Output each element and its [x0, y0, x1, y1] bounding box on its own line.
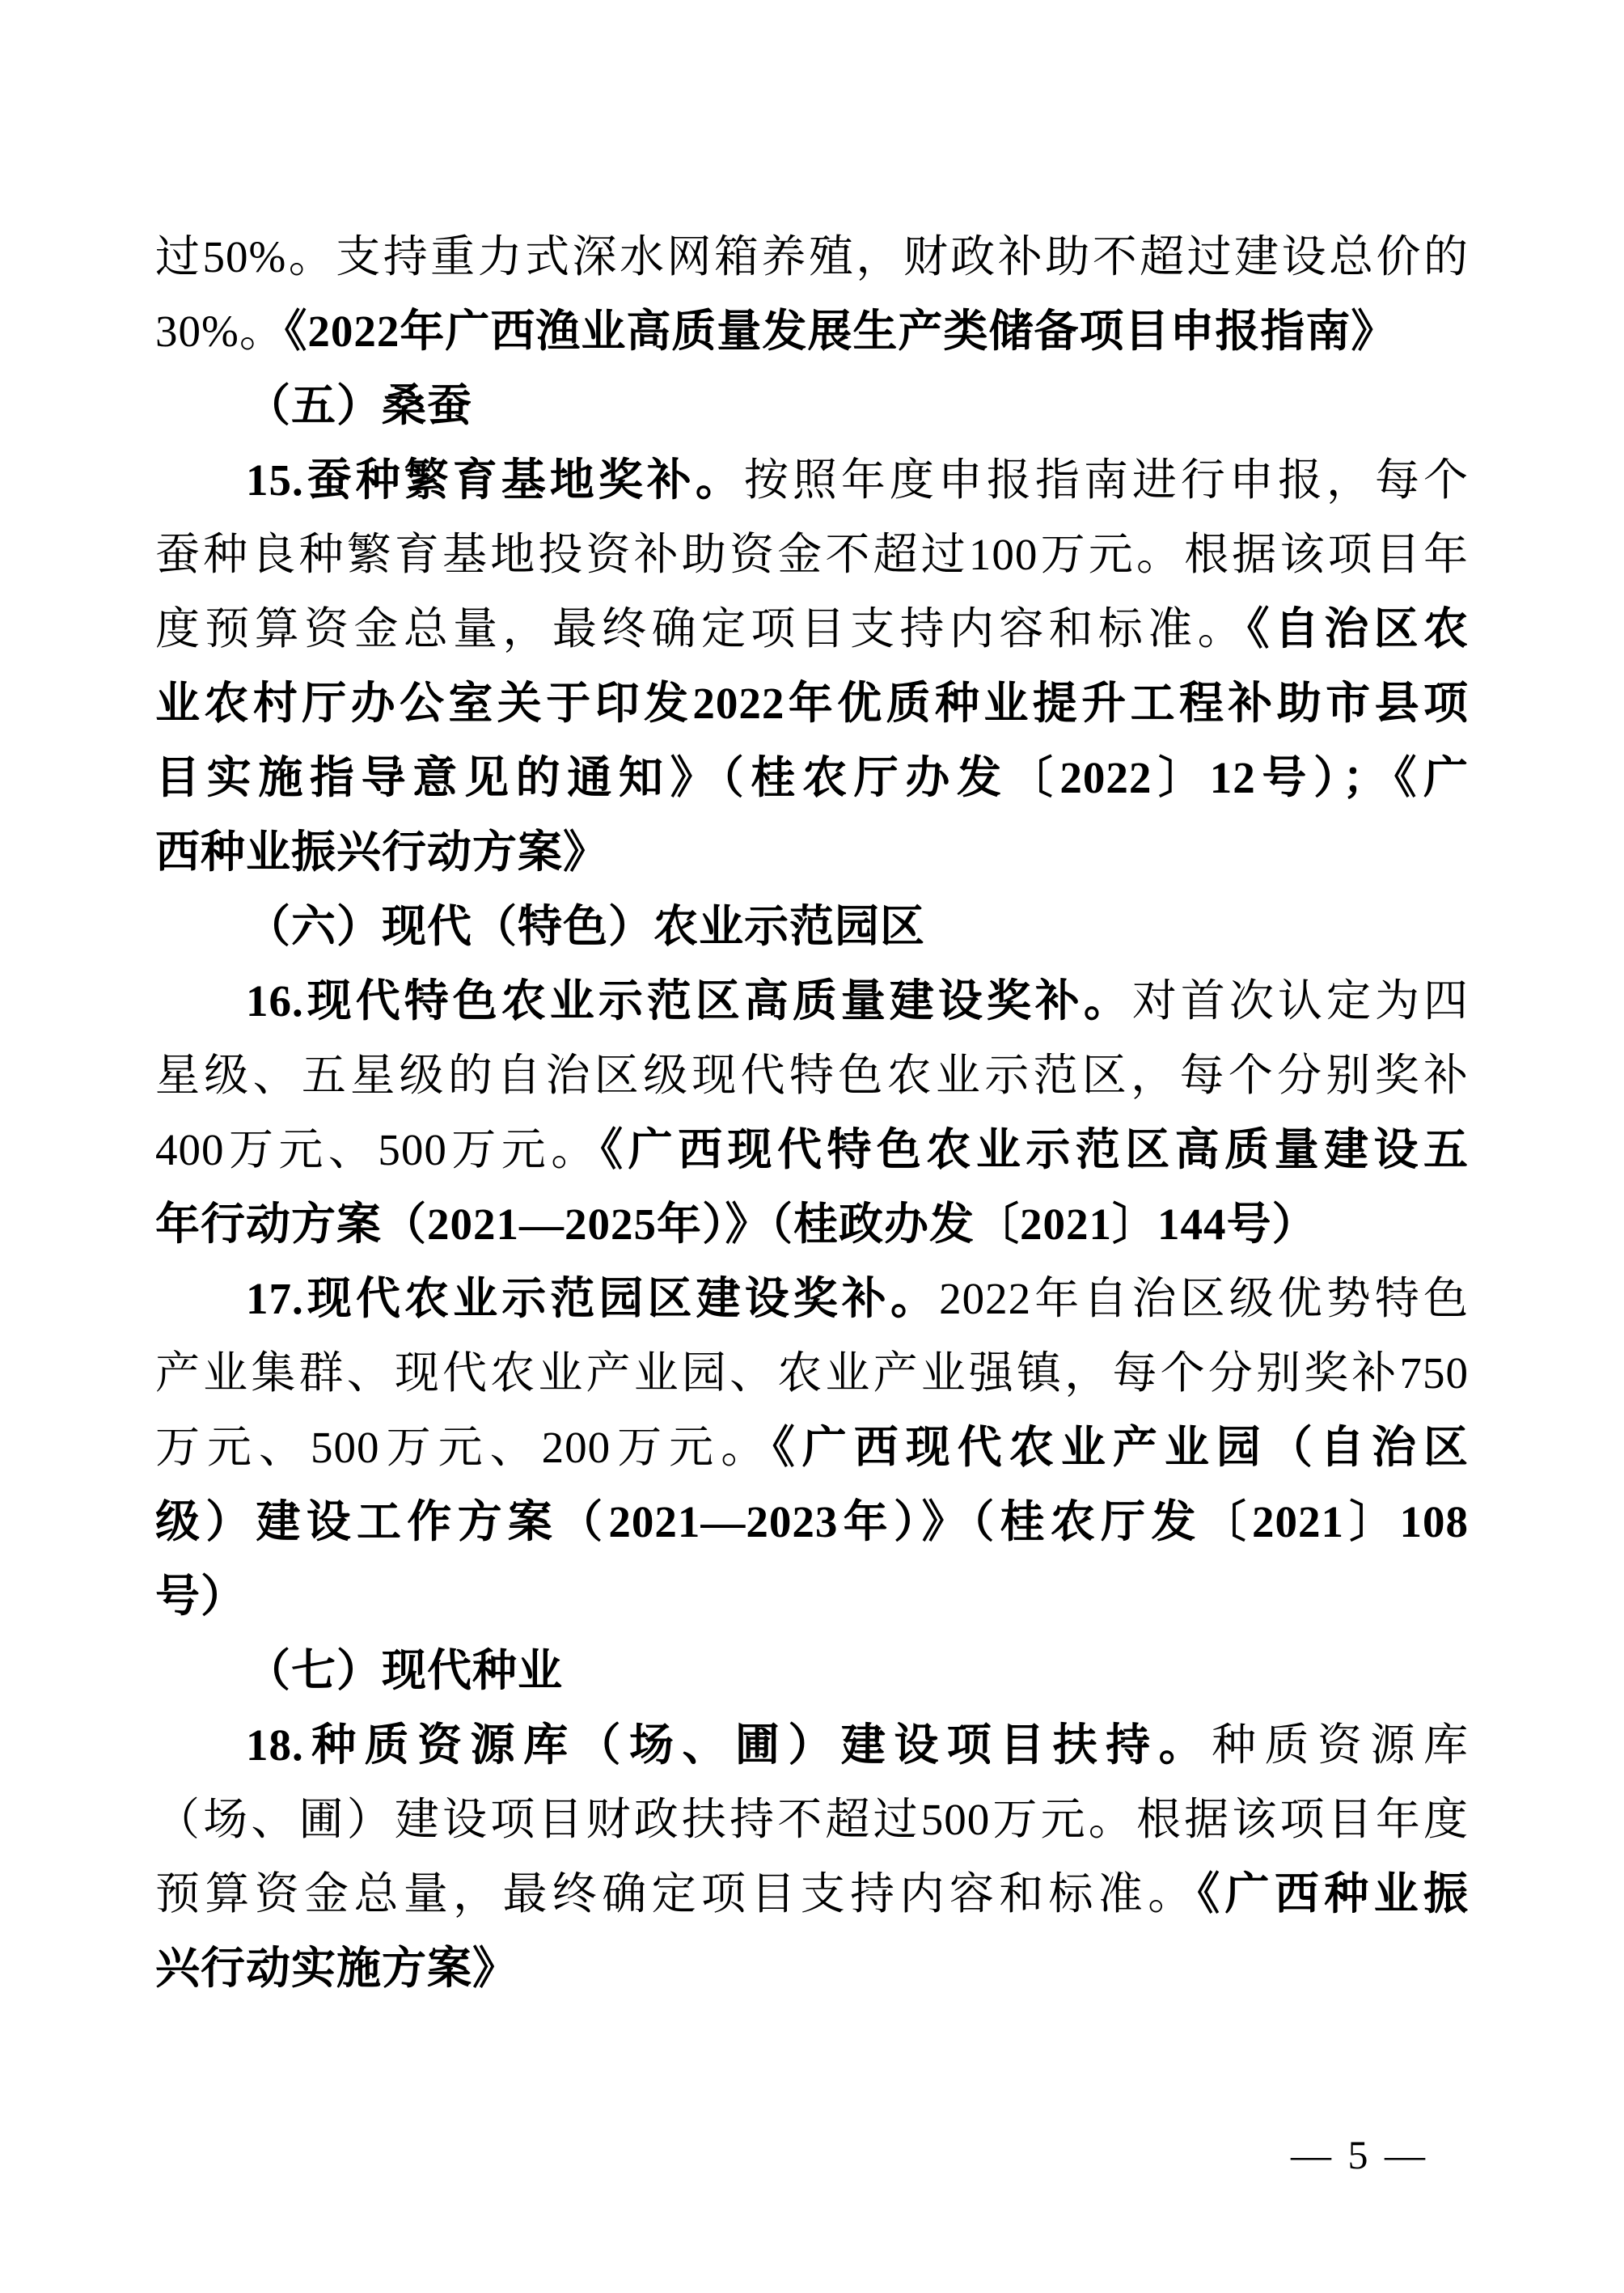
text-line — [155, 964, 1469, 1039]
text-line — [155, 1857, 1469, 1931]
text-line — [155, 1634, 1469, 1708]
text-line — [155, 1485, 1469, 1559]
text-run: 预算资金总量，最终确定项目支持内容和标准。 — [155, 1869, 1198, 1919]
text-run: 按照年度申报指南进行申报，每个 — [743, 455, 1469, 505]
bold-text-run: 西种业振兴行动方案》 — [155, 827, 609, 877]
text-line — [155, 518, 1469, 592]
text-run: 400万元、500万元。 — [155, 1125, 601, 1174]
bold-text-run: 《广西种业振 — [1197, 1869, 1469, 1919]
text-line — [155, 741, 1469, 815]
bold-text-run: （七）现代种业 — [246, 1646, 564, 1695]
bold-text-run: （六）现代（特色）农业示范园区 — [246, 902, 926, 951]
text-line — [155, 890, 1469, 964]
bold-text-run: 《广西现代特色农业示范区高质量建设五 — [600, 1125, 1469, 1174]
text-run: 对首次认定为四 — [1131, 976, 1469, 1026]
document-body — [155, 220, 1469, 2006]
text-run: 星级、五星级的自治区级现代特色农业示范区，每个分别奖补 — [155, 1051, 1469, 1100]
text-run: 产业集群、现代农业产业园、农业产业强镇，每个分别奖补750 — [155, 1348, 1469, 1398]
text-line — [155, 666, 1469, 741]
text-line — [155, 1336, 1469, 1411]
bold-text-run: 《2022年广西渔业高质量发展生产类储备项目申报指南》 — [284, 307, 1397, 356]
text-line — [155, 443, 1469, 518]
text-line — [155, 1039, 1469, 1113]
text-line — [155, 815, 1469, 890]
bold-text-run: 16.现代特色农业示范区高质量建设奖补。 — [246, 976, 1132, 1026]
bold-text-run: （五）桑蚕 — [246, 381, 473, 430]
text-line — [155, 592, 1469, 666]
bold-text-run: 级）建设工作方案（2021—2023年）》（桂农厅发〔2021〕108 — [155, 1497, 1469, 1546]
bold-text-run: 18.种质资源库（场、圃）建设项目扶持。 — [246, 1720, 1212, 1770]
text-line — [155, 1708, 1469, 1783]
text-line — [155, 294, 1469, 369]
text-line — [155, 1783, 1469, 1857]
bold-text-run: 年行动方案（2021—2025年）》（桂政办发〔2021〕144号） — [155, 1199, 1317, 1249]
text-line — [155, 1559, 1469, 1634]
text-run: 30%。 — [155, 307, 285, 356]
bold-text-run: 17.现代农业示范园区建设奖补。 — [246, 1274, 940, 1323]
text-run: 万元、500万元、200万元。 — [155, 1423, 773, 1472]
bold-text-run: 目实施指导意见的通知》（桂农厅办发〔2022〕12号）；《广 — [155, 753, 1469, 802]
text-run: 度预算资金总量，最终确定项目支持内容和标准。 — [155, 604, 1248, 654]
bold-text-run: 兴行动实施方案》 — [155, 1944, 518, 1993]
text-line — [155, 1931, 1469, 2006]
text-run: 蚕种良种繁育基地投资补助资金不超过100万元。根据该项目年 — [155, 530, 1469, 579]
bold-text-run: 15.蚕种繁育基地奖补。 — [246, 455, 744, 505]
bold-text-run: 号） — [155, 1572, 247, 1621]
text-line — [155, 220, 1469, 294]
page-number: — 5 — — [1291, 2132, 1428, 2177]
text-line — [155, 1113, 1469, 1187]
bold-text-run: 业农村厅办公室关于印发2022年优质种业提升工程补助市县项 — [155, 679, 1469, 728]
text-line — [155, 1262, 1469, 1336]
bold-text-run: 《自治区农 — [1247, 604, 1469, 654]
text-run: （场、圃）建设项目财政扶持不超过500万元。根据该项目年度 — [155, 1795, 1469, 1844]
text-run: 2022年自治区级优势特色 — [939, 1274, 1469, 1323]
text-run: 种质资源库 — [1212, 1720, 1469, 1770]
text-line — [155, 369, 1469, 443]
text-line — [155, 1411, 1469, 1485]
text-line — [155, 1187, 1469, 1262]
text-run: 过50%。支持重力式深水网箱养殖，财政补助不超过建设总价的 — [155, 232, 1469, 281]
bold-text-run: 《广西现代农业产业园（自治区 — [772, 1423, 1469, 1472]
